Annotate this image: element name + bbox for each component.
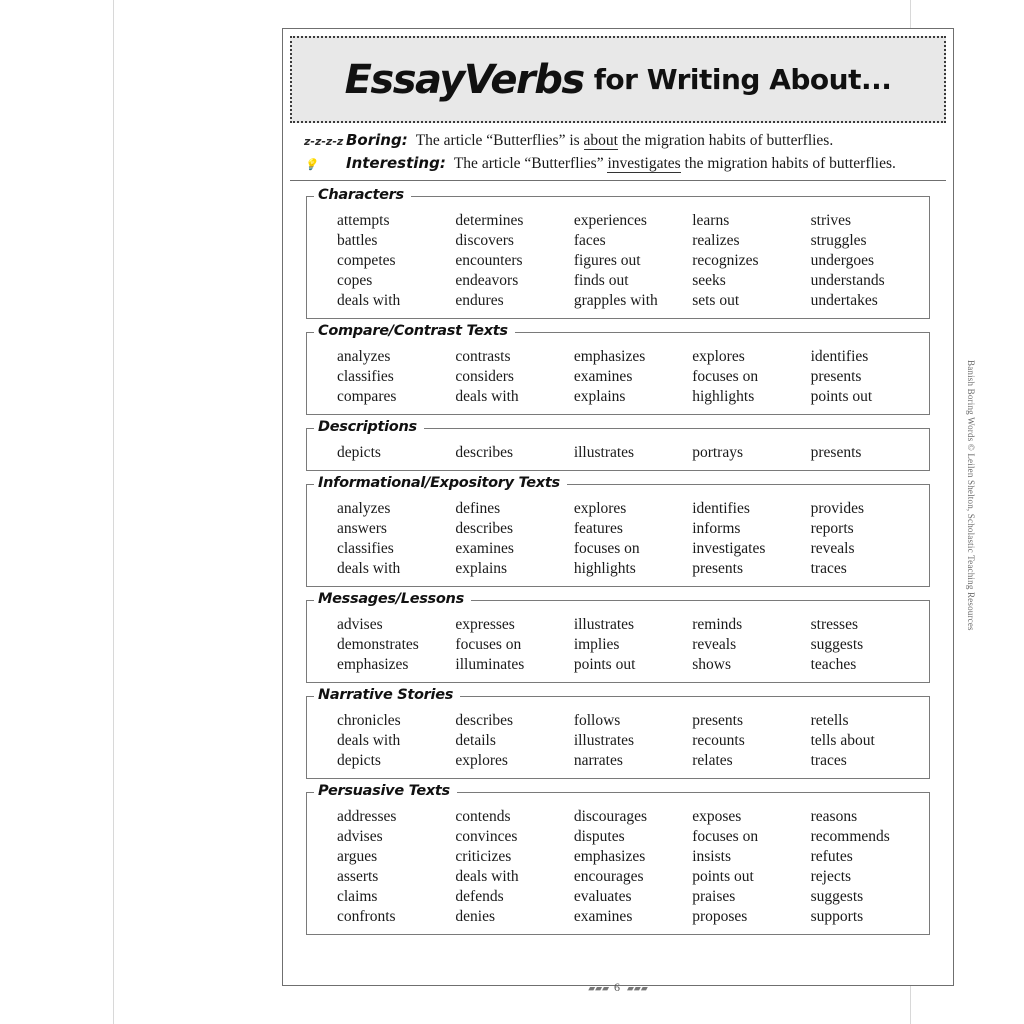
verb-item: reveals	[692, 636, 737, 653]
verb-item: deals with	[337, 732, 401, 749]
verb-item: classifies	[337, 540, 394, 557]
boring-sentence-post: the migration habits of butterflies.	[617, 132, 834, 149]
verb-item: reasons	[810, 808, 858, 825]
verb-item: confronts	[337, 908, 396, 925]
verb-item: attempts	[337, 212, 390, 229]
verb-column	[455, 615, 573, 675]
verb-item: examines	[573, 908, 633, 925]
verb-columns	[307, 499, 929, 579]
verb-column	[455, 711, 573, 771]
verb-item: disputes	[573, 828, 625, 845]
verb-item: encourages	[573, 868, 644, 885]
verb-item: argues	[337, 848, 378, 865]
verb-item: discourages	[573, 808, 647, 825]
verb-column	[574, 499, 692, 579]
verb-item: sets out	[692, 292, 740, 309]
verb-item: emphasizes	[337, 656, 409, 673]
verb-item: investigates	[692, 540, 766, 557]
verb-item: narrates	[573, 752, 623, 769]
verb-item: reports	[810, 520, 854, 537]
verb-column	[337, 711, 455, 771]
example-block	[290, 123, 946, 181]
verb-item: demonstrates	[337, 636, 419, 653]
verb-item: recounts	[692, 732, 745, 749]
verb-section	[306, 419, 930, 471]
verb-item: seeks	[692, 272, 726, 289]
verb-columns	[307, 443, 929, 463]
verb-item: recognizes	[692, 252, 759, 269]
verb-item: depicts	[337, 444, 381, 461]
verb-column	[811, 211, 929, 311]
verb-item: learns	[692, 212, 730, 229]
verb-item: faces	[573, 232, 606, 249]
verb-item: points out	[573, 656, 636, 673]
verb-item: battles	[337, 232, 378, 249]
example-boring-label: Boring:	[346, 131, 408, 149]
verb-columns	[307, 711, 929, 771]
verb-columns	[307, 615, 929, 675]
verb-item: undertakes	[810, 292, 878, 309]
section-box	[306, 696, 930, 779]
verb-column	[574, 443, 692, 463]
verb-columns	[307, 347, 929, 407]
verb-column	[455, 499, 573, 579]
verb-item: presents	[692, 560, 744, 577]
verb-item: reveals	[810, 540, 855, 557]
section-title: Informational/Expository Texts	[314, 475, 567, 491]
verb-item: analyzes	[337, 348, 391, 365]
verb-item: illustrates	[573, 444, 635, 461]
footer-deco-left: ▰▰▰	[588, 983, 609, 993]
footer-deco-right: ▰▰▰	[627, 983, 648, 993]
verb-item: illuminates	[455, 656, 525, 673]
sleep-zzz-icon: z-z-z-z	[304, 135, 344, 148]
verb-item: features	[573, 520, 623, 537]
verb-item: reminds	[692, 616, 743, 633]
verb-column	[692, 499, 810, 579]
verb-item: depicts	[337, 752, 381, 769]
interesting-sentence-verb: investigates	[607, 155, 681, 173]
verb-item: exposes	[692, 808, 742, 825]
section-box	[306, 600, 930, 683]
verb-column	[811, 499, 929, 579]
verb-item: deals with	[337, 560, 401, 577]
verb-column	[811, 443, 929, 463]
verb-item: suggests	[810, 888, 864, 905]
verb-item: explores	[692, 348, 745, 365]
verb-column	[574, 807, 692, 927]
verb-item: classifies	[337, 368, 394, 385]
verb-column	[337, 499, 455, 579]
section-title: Messages/Lessons	[314, 591, 471, 607]
verb-column	[692, 807, 810, 927]
verb-item: defines	[455, 500, 501, 517]
verb-item: focuses on	[573, 540, 640, 557]
verb-item: undergoes	[810, 252, 875, 269]
verb-item: tells about	[810, 732, 875, 749]
boring-sentence-pre: The article “Butterflies” is	[415, 132, 584, 149]
verb-item: highlights	[573, 560, 636, 577]
verb-item: examines	[573, 368, 633, 385]
verb-item: points out	[692, 868, 754, 885]
example-boring-sentence	[416, 129, 834, 152]
verb-sections	[306, 187, 930, 948]
page-number: 6	[614, 980, 622, 994]
verb-item: determines	[455, 212, 524, 229]
verb-column	[692, 211, 810, 311]
verb-column	[692, 443, 810, 463]
verb-item: emphasizes	[573, 848, 646, 865]
lightbulb-icon: 💡	[304, 158, 318, 172]
verb-column	[692, 615, 810, 675]
verb-item: explores	[573, 500, 627, 517]
verb-item: rejects	[810, 868, 852, 885]
verb-item: points out	[810, 388, 873, 405]
section-box	[306, 332, 930, 415]
verb-item: examines	[455, 540, 514, 557]
verb-item: focuses on	[692, 828, 759, 845]
verb-column	[811, 615, 929, 675]
verb-item: traces	[810, 560, 847, 577]
side-credit: Banish Boring Words © Leilen Shelton, Scholastic Teaching Resources	[966, 360, 976, 631]
verb-item: considers	[455, 368, 514, 385]
verb-item: supports	[810, 908, 864, 925]
verb-item: presents	[692, 712, 744, 729]
example-interesting-sentence	[454, 152, 896, 175]
verb-item: discovers	[455, 232, 514, 249]
verb-item: expresses	[455, 616, 515, 633]
interesting-sentence-pre: The article “Butterflies”	[453, 155, 608, 173]
section-title: Persuasive Texts	[314, 783, 457, 799]
verb-columns	[307, 211, 929, 311]
verb-item: presents	[810, 368, 862, 385]
verb-item: strives	[810, 212, 852, 229]
verb-column	[337, 211, 455, 311]
verb-item: understands	[810, 272, 885, 289]
verb-item: relates	[692, 752, 733, 769]
section-box	[306, 792, 930, 935]
verb-column	[574, 711, 692, 771]
verb-item: deals with	[337, 292, 401, 309]
verb-column	[692, 711, 810, 771]
verb-item: retells	[810, 712, 849, 729]
verb-column	[811, 347, 929, 407]
verb-item: deals with	[455, 388, 519, 405]
verb-item: stresses	[810, 616, 858, 633]
verb-column	[455, 211, 573, 311]
section-title: Compare/Contrast Texts	[314, 323, 515, 339]
verb-item: contrasts	[455, 348, 511, 365]
verb-column	[574, 211, 692, 311]
verb-item: describes	[455, 520, 514, 537]
verb-column	[455, 443, 573, 463]
example-boring-row	[294, 129, 946, 152]
verb-item: asserts	[337, 868, 379, 885]
verb-section	[306, 687, 930, 779]
example-interesting-row	[294, 152, 946, 175]
verb-item: explains	[455, 560, 508, 577]
verb-item: identifies	[810, 348, 869, 365]
verb-columns	[307, 807, 929, 927]
verb-item: encounters	[455, 252, 523, 269]
verb-item: advises	[337, 828, 383, 845]
verb-column	[455, 347, 573, 407]
verb-section	[306, 323, 930, 415]
verb-item: refutes	[810, 848, 853, 865]
verb-item: struggles	[810, 232, 867, 249]
verb-item: shows	[692, 656, 731, 673]
verb-item: copes	[337, 272, 373, 289]
verb-item: proposes	[692, 908, 748, 925]
verb-item: recommends	[810, 828, 890, 845]
section-title: Characters	[314, 187, 411, 203]
verb-item: presents	[810, 444, 862, 461]
boring-sentence-verb: about	[583, 132, 618, 149]
page-footer	[282, 980, 954, 995]
verb-section	[306, 783, 930, 935]
verb-item: evaluates	[573, 888, 632, 905]
verb-column	[811, 807, 929, 927]
verb-item: identifies	[692, 500, 750, 517]
verb-item: finds out	[573, 272, 629, 289]
verb-item: claims	[337, 888, 378, 905]
verb-item: analyzes	[337, 500, 391, 517]
page-title-main: EssayVerbs	[344, 56, 584, 103]
verb-item: denies	[455, 908, 496, 925]
verb-item: explains	[573, 388, 626, 405]
verb-item: endeavors	[455, 272, 519, 289]
verb-item: focuses on	[455, 636, 522, 653]
verb-item: insists	[692, 848, 731, 865]
verb-item: realizes	[692, 232, 740, 249]
verb-item: addresses	[337, 808, 397, 825]
verb-item: illustrates	[573, 616, 635, 633]
verb-item: chronicles	[337, 712, 401, 729]
verb-column	[337, 807, 455, 927]
verb-column	[692, 347, 810, 407]
verb-item: figures out	[573, 252, 641, 269]
verb-column	[574, 615, 692, 675]
verb-item: competes	[337, 252, 396, 269]
section-box	[306, 484, 930, 587]
verb-item: teaches	[810, 656, 857, 673]
verb-item: portrays	[692, 444, 744, 461]
verb-item: informs	[692, 520, 741, 537]
verb-item: advises	[337, 616, 383, 633]
verb-column	[337, 615, 455, 675]
verb-item: praises	[692, 888, 736, 905]
verb-item: contends	[455, 808, 511, 825]
verb-item: compares	[337, 388, 397, 405]
verb-item: describes	[455, 444, 514, 461]
verb-item: follows	[573, 712, 621, 729]
verb-item: deals with	[455, 868, 519, 885]
section-box	[306, 196, 930, 319]
verb-item: highlights	[692, 388, 755, 405]
verb-item: describes	[455, 712, 514, 729]
verb-item: emphasizes	[573, 348, 646, 365]
title-banner	[290, 36, 946, 123]
page-title-sub: for Writing About...	[593, 63, 892, 96]
verb-item: focuses on	[692, 368, 759, 385]
verb-item: implies	[573, 636, 620, 653]
verb-section	[306, 591, 930, 683]
verb-section	[306, 187, 930, 319]
verb-item: grapples with	[573, 292, 658, 309]
interesting-sentence-post: the migration habits of butterflies.	[680, 155, 896, 173]
verb-item: illustrates	[573, 732, 635, 749]
verb-column	[337, 443, 455, 463]
verb-item: defends	[455, 888, 504, 905]
verb-item: traces	[810, 752, 847, 769]
section-title: Narrative Stories	[314, 687, 460, 703]
verb-item: answers	[337, 520, 387, 537]
verb-item: provides	[810, 500, 865, 517]
verb-item: convinces	[455, 828, 518, 845]
example-interesting-label: Interesting:	[346, 154, 446, 173]
verb-column	[574, 347, 692, 407]
verb-section	[306, 475, 930, 587]
verb-item: criticizes	[455, 848, 512, 865]
verb-item: suggests	[810, 636, 864, 653]
section-title: Descriptions	[314, 419, 424, 435]
verb-column	[811, 711, 929, 771]
verb-item: endures	[455, 292, 504, 309]
verb-item: details	[455, 732, 496, 749]
verb-column	[455, 807, 573, 927]
verb-item: experiences	[573, 212, 647, 229]
verb-column	[337, 347, 455, 407]
worksheet-sheet	[113, 0, 976, 1024]
verb-item: explores	[455, 752, 508, 769]
